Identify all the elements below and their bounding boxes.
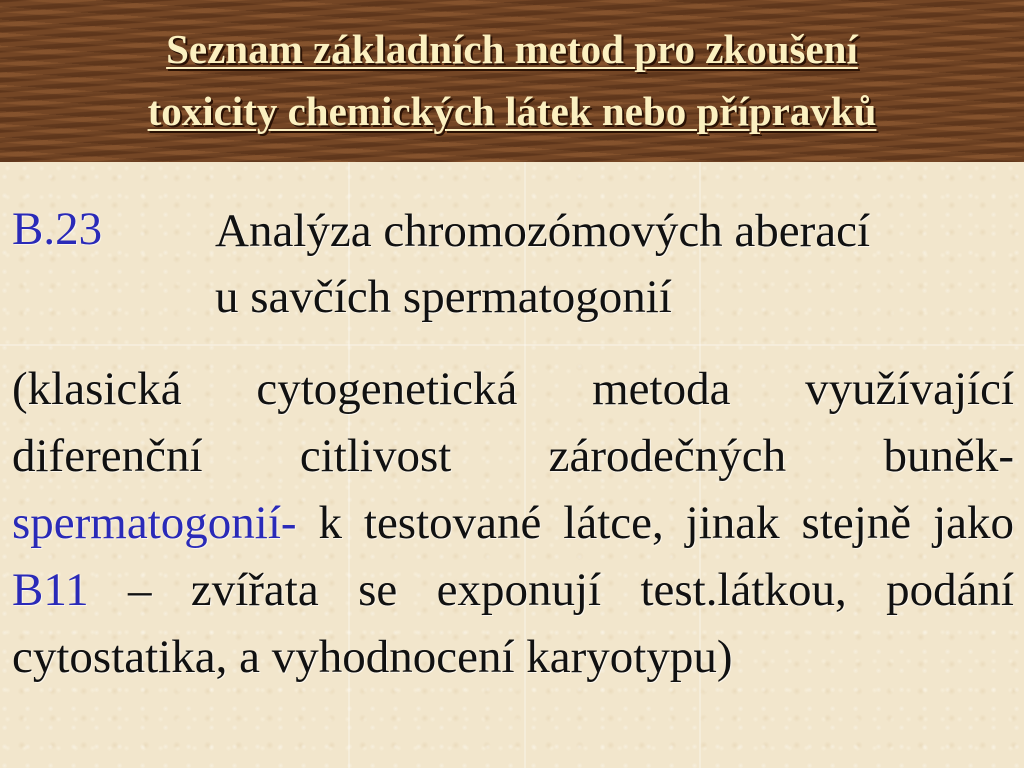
slide-title xyxy=(0,18,1024,142)
texture-divider-horizontal xyxy=(0,344,1024,346)
description-highlight-b11: B11 xyxy=(12,564,89,616)
method-title-line-1: Analýza chromozómových aberací xyxy=(215,205,871,257)
method-code: B.23 xyxy=(12,203,103,255)
title-band xyxy=(0,0,1024,162)
method-description xyxy=(12,356,1014,691)
slide-title-line-2: toxicity chemických látek nebo přípravků xyxy=(147,88,877,134)
method-title-line-2: u savčích spermatogonií xyxy=(215,271,672,323)
description-text-3: – zvířata se exponují test.látkou, podání cytostatika, a vyhodnocení karyotypu) xyxy=(12,564,1014,683)
slide-title-line-1: Seznam základních metod pro zkoušení xyxy=(166,26,858,72)
description-text-1: (klasická cytogenetická metoda využívající diferenční citlivost zárodečných buněk- xyxy=(12,363,1014,482)
description-highlight-spermatogonia: spermatogonií- xyxy=(12,497,297,549)
description-text-2: k testované látce, jinak stejně jako xyxy=(296,497,1014,549)
method-title xyxy=(215,198,1015,330)
